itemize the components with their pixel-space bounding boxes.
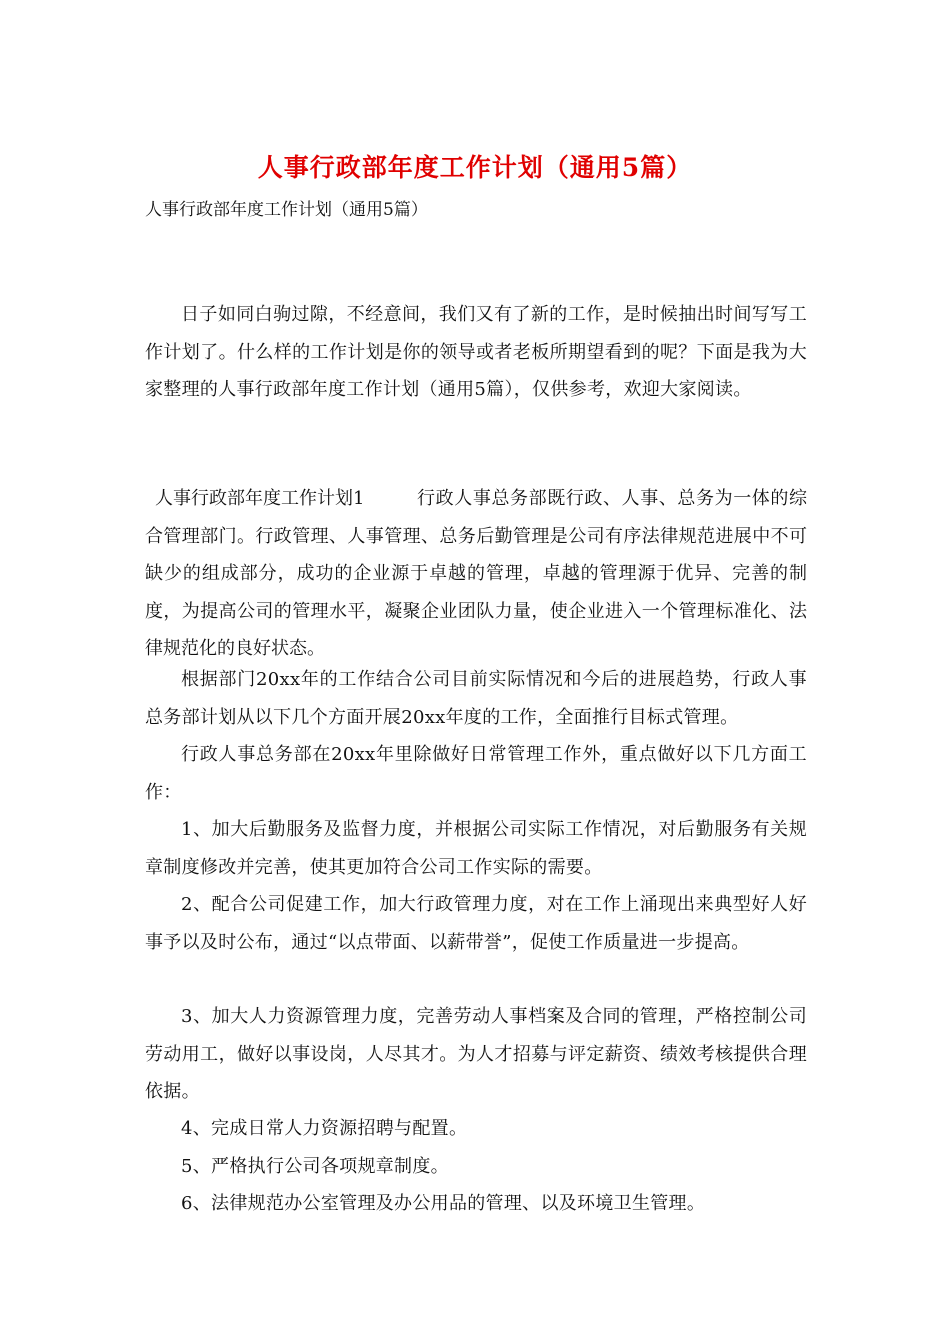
list-item: 3、加大人力资源管理力度，完善劳动人事档案及合同的管理，严格控制公司劳动用工，做好以事设岗，人尽其才。为人才招募与评定薪资、绩效考核提供合理依据。 (145, 1006, 807, 1102)
focus-paragraph: 行政人事总务部在20xx年里除做好日常管理工作外，重点做好以下几方面工作： (145, 744, 807, 803)
list-item: 5、严格执行公司各项规章制度。 (181, 1156, 449, 1177)
intro-paragraph: 日子如同白驹过隙，不经意间，我们又有了新的工作，是时候抽出时间写写工作计划了。什么样的工作计划是你的领导或者老板所期望看到的呢？下面是我为大家整理的人事行政部年度工作计划（通用5篇），仅供参考，欢迎大家阅读。 (145, 304, 807, 400)
list-item: 2、配合公司促建工作，加大行政管理力度，对在工作上涌现出来典型好人好事予以及时公布，通过“以点带面、以薪带誉”，促使工作质量进一步提高。 (145, 894, 807, 953)
document-title: 人事行政部年度工作计划（通用5篇） (257, 153, 693, 182)
list-item: 6、法律规范办公室管理及办公用品的管理、以及环境卫生管理。 (181, 1193, 706, 1214)
section-1-text: 行政人事总务部既行政、人事、总务为一体的综合管理部门。行政管理、人事管理、总务后勤管理是公司有序法律规范进展中不可缺少的组成部分，成功的企业源于卓越的管理，卓越的管理源于优异、完善的制度，为提高公司的管理水平，凝聚企业团队力量，使企业进入一个管理标准化、法律规范化的良好状态。 (145, 488, 807, 659)
section-1-heading: 人事行政部年度工作计划1 (155, 488, 365, 509)
document-subtitle: 人事行政部年度工作计划（通用5篇） (145, 200, 428, 220)
plan-paragraph: 根据部门20xx年的工作结合公司目前实际情况和今后的进展趋势，行政人事总务部计划从以下几个方面开展20xx年度的工作，全面推行目标式管理。 (145, 669, 807, 728)
list-item: 4、完成日常人力资源招聘与配置。 (181, 1118, 468, 1139)
section-1-paragraph (145, 480, 807, 668)
list-item: 1、加大后勤服务及监督力度，并根据公司实际工作情况，对后勤服务有关规章制度修改并完善，使其更加符合公司工作实际的需要。 (145, 819, 807, 878)
